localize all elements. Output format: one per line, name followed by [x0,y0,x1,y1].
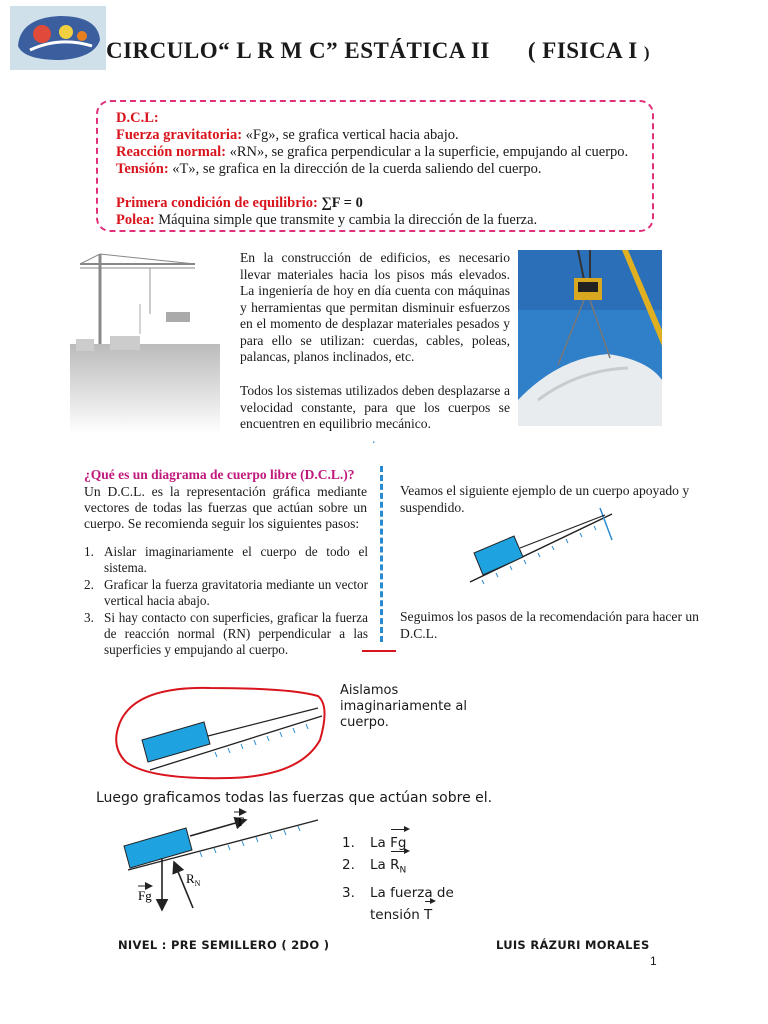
isolation-caption: Aislamos imaginariamente al cuerpo. [340,683,467,730]
forces-list [342,832,478,926]
list-item: 3. Si hay contacto con superficies, graficar la fuerza de reacción normal (RN) perpendicular a las superficies y empujando al cuerpo. [84,610,368,657]
dcl-definition: Un D.C.L. es la representación gráfica mediante vectores de todas las fuerzas que actúan sobre un cuerpo. Se recomienda seguir los siguientes pasos: [84,484,367,531]
dcl-question: ¿Qué es un diagrama de cuerpo libre (D.C.L.)? [84,467,355,482]
forces-hatch [200,826,300,857]
list-item: 3. La fuerza de tensión T [342,882,478,926]
course-close: ) [643,43,651,62]
isolation-diagram [116,688,324,778]
example-incline-diagram [470,508,612,584]
page-number: 1 [650,954,657,968]
intro-paragraph-2: Todos los sistemas utilizados deben desplazarse a velocidad constante, para que los cuerpos se encuentren en equilibrio mecánico. [240,383,510,431]
def-pulley: Polea: Máquina simple que transmite y cambia la dirección de la fuerza. [116,212,538,228]
isolated-hatch [215,724,308,757]
def-gravity: Fuerza gravitatoria: «Fg», se grafica vertical hacia abajo. [116,127,459,143]
incline-wall [600,508,612,540]
course-name: ( FISICA I [527,38,638,63]
def-normal: Reacción normal: «RN», se grafica perpendicular a la superficie, empujando al cuerpo. [116,144,629,160]
example-intro: Veamos el siguiente ejemplo de un cuerpo apoyado y suspendido. [400,483,690,515]
rope [520,515,605,548]
title-text: CIRCULO“ L R M C” ESTÁTICA II [106,38,490,63]
forces-caption: Luego graficamos todas las fuerzas que actúan sobre el. [96,790,493,806]
example-follow: Seguimos los pasos de la recomendación para hacer un D.C.L. [400,609,699,641]
label-normal: $R_N$ [186,871,201,888]
list-item: 2. Graficar la fuerza gravitatoria mediante un vector vertical hacia abajo. [84,577,368,608]
definitions-heading: D.C.L: [116,110,159,126]
list-item: 1. La Fg [342,832,478,854]
forces-diagram [124,812,318,910]
def-equilibrium: Primera condición de equilibrio: ∑F = 0 [116,195,363,211]
footer-author: LUIS RÁZURI MORALES [496,938,650,952]
intro-paragraph-1: En la construcción de edificios, es necesario llevar materiales hacia los pisos más elevados. La ingeniería de hoy en día cuenta con máquinas y herramientas que permitan disminuir esfuerzos en el momento de desplazar materiales pesados y para ello se utilizan: cuerdas, cables, poleas, palancas, planos inclinados, etc. [240,250,510,364]
def-tension: Tensión: «T», se grafica en la dirección de la cuerda saliendo del cuerpo. [116,161,542,177]
label-gravity: Fg [138,888,152,903]
footer-level: NIVEL : PRE SEMILLERO ( 2DO ) [118,938,330,952]
list-item: 2. La $R_N$ [342,854,478,882]
label-tension: T [236,814,244,829]
separator-dot: . [372,432,376,447]
list-item: 1. Aislar imaginariamente el cuerpo de todo el sistema. [84,544,368,575]
isolated-block [142,722,210,762]
